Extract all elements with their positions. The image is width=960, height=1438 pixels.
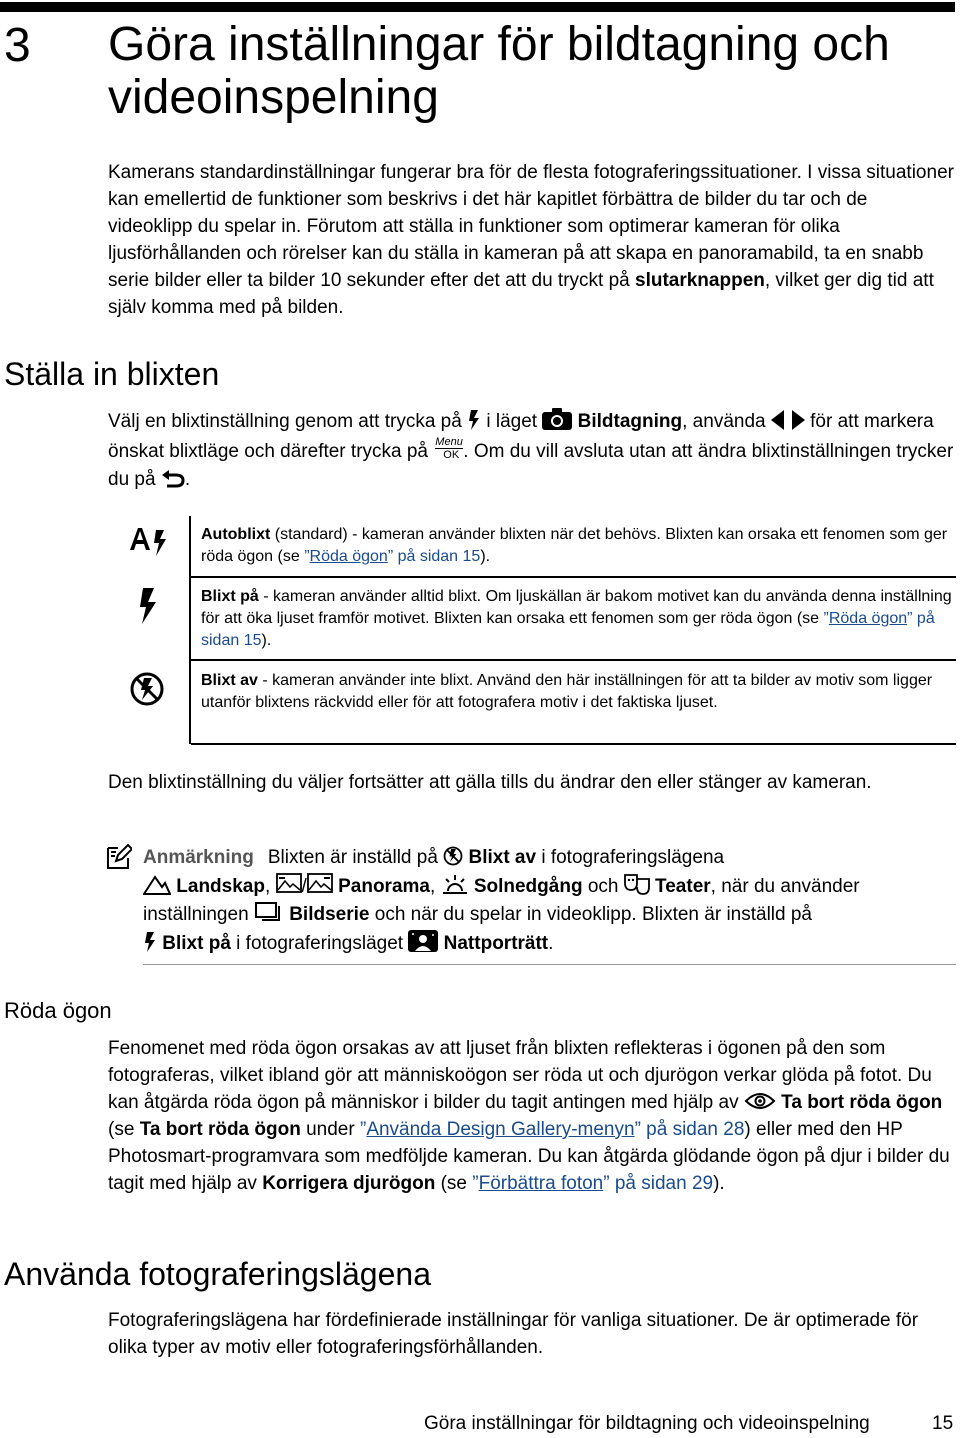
page-ref-link[interactable]: på sidan 15 [393, 548, 481, 565]
table-row-divider [191, 743, 956, 745]
flash-icon [467, 410, 481, 430]
modes-heading: Använda fotograferingslägena [4, 1256, 431, 1292]
night-portrait-icon [408, 930, 438, 952]
improve-photos-link[interactable]: Förbättra foton [478, 1173, 604, 1194]
flash-instructions: Välj en blixtinställning genom att trycka på i läget Bildtagning, använda för att markera önskat blixtläge och därefter trycka på Menu OK . Om du vill avsluta utan att ändra blixtinställningen trycker du på . [108, 408, 956, 494]
page-ref-link[interactable]: på sidan 29 [609, 1173, 714, 1194]
eye-icon [744, 1091, 776, 1111]
chapter-number: 3 [4, 19, 31, 72]
flash-off-description: Blixt av - kameran använder inte blixt. Använd den här inställningen för att ta bilder av motiv som ligger utanför blixtens räckvidd eller för att fotografera motiv i det faktiska ljuset. [201, 672, 933, 711]
menu-ok-icon: Menu OK [435, 436, 463, 461]
camera-icon [542, 408, 572, 430]
note-pencil-icon [106, 844, 132, 870]
burst-icon [254, 901, 284, 923]
sunset-icon [441, 873, 469, 895]
flash-heading: Ställa in blixten [4, 356, 220, 392]
modes-paragraph: Fotograferingslägena har fördefinierade inställningar för vanliga situationer. De är optimerade för olika typer av motiv eller fotograferingsförhållanden. [108, 1310, 919, 1358]
red-eye-link[interactable]: Röda ögon [828, 610, 908, 627]
intro-paragraph: Kamerans standardinställningar fungerar bra för de flesta fotograferingssituationer. I vissa situationer kan emellertid de funktioner som beskrivs i det här kapitlet förbättra de bilder du tar och de videoklipp du spelar in. Förutom att ställa in funktioner som optimerar kameran för olika ljusförhållanden och rörelser kan du ställa in kameran på att skapa en panoramabild, ta en snabb serie bilder eller ta bilder 10 sekunder efter det att du tryckt på slutarknappen, vilket ger dig tid att själv komma med på bilden. [108, 162, 954, 318]
red-eye-heading: Röda ögon [4, 998, 112, 1023]
red-eye-paragraph: Fenomenet med röda ögon orsakas av att ljuset från blixten reflekteras i ögonen på den som fotograferas, vilket ibland gör att människoögon ser röda ut och djurögon verkar glöda på fotot. Du kan åtgärda röda ögon på människor i bilder du tagit antingen med hjälp av Ta bort röda ögon (se Ta bort röda ögon under ”Använda Design Gallery-menyn” på sidan 28) eller med den HP Photosmart-programvara som medföljde kameran. Du kan åtgärda glödande ögon på djur i bilder du tagit med hjälp av Korrigera djurögon (se ”Förbättra foton” på sidan 29). [108, 1038, 950, 1194]
auto-flash-description: Autoblixt (standard) - kameran använder blixten när det behövs. Blixten kan orsaka ett fenomen som ger röda ögon (se ”Röda ögon” på sidan 15). [201, 526, 948, 565]
page-ref-link[interactable]: på sidan 28 [640, 1119, 745, 1140]
flash-icon [143, 932, 157, 952]
page-number: 15 [932, 1413, 954, 1434]
panorama-left-icon [276, 873, 302, 895]
theater-icon [624, 873, 650, 895]
chapter-title: Göra inställningar för bildtagning och videoinspelning [108, 18, 890, 124]
back-icon [161, 468, 185, 488]
left-right-arrows-icon [771, 410, 805, 430]
table-row-divider [191, 659, 956, 661]
flash-off-icon [443, 846, 463, 866]
note-text: Anmärkning Blixten är inställd på Blixt av i fotograferingslägena Landskap, / Panorama, Solnedgång och Teater, när du använder inställningen Bildserie och när du spelar in videoklipp. Blixten är inställd på Blixt på i fotograferingsläget Nattporträtt. [143, 847, 860, 954]
note-rule [143, 964, 956, 965]
flash-persistence-text: Den blixtinställning du väljer fortsätter att gälla tills du ändrar den eller stänger av kameran. [108, 772, 872, 793]
table-row-divider [191, 576, 956, 578]
page-ref-link[interactable]: på sidan 15 [201, 610, 935, 649]
flash-off-icon [130, 672, 210, 711]
footer-title: Göra inställningar för bildtagning och videoinspelning [424, 1413, 870, 1434]
panorama-right-icon [307, 873, 333, 895]
chapter-top-bar [0, 2, 955, 12]
red-eye-link-quote: ” [304, 548, 310, 565]
landscape-icon [143, 873, 171, 895]
note-label: Anmärkning [143, 847, 254, 868]
auto-flash-icon [130, 526, 210, 561]
red-eye-link[interactable]: Röda ögon [309, 548, 388, 565]
design-gallery-link[interactable]: Använda Design Gallery-menyn [366, 1119, 635, 1140]
flash-on-description: Blixt på - kameran använder alltid blixt. Om ljuskällan är bakom motivet kan du använda denna inställning för att öka ljuset framför motivet. Blixten kan orsaka ett fenomen som ger röda ögon (se ”Röda ögon” på sidan 15). [201, 588, 952, 649]
shutter-button-term: slutarknappen [635, 270, 765, 291]
